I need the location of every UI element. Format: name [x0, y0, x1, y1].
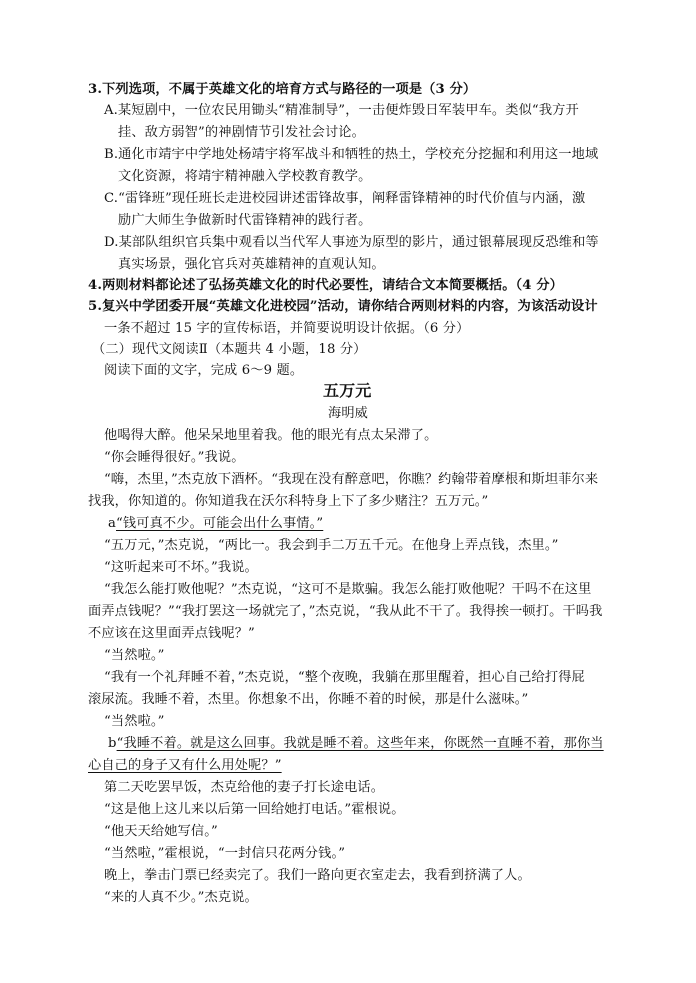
story-paragraph: 他喝得大醉。他呆呆地里着我。他的眼光有点太呆滞了。: [104, 428, 438, 443]
story-paragraph: “当然啦。”: [104, 714, 165, 729]
underlined-text-b-line2: 心自己的身子又有什么用处呢？”: [88, 758, 282, 773]
question-3-option-a-line1: A.某短剧中，一位农民用锄头“精准制导”，一击便炸毁日军装甲车。类似“我方开: [104, 103, 579, 118]
question-3-option-d-line2: 真实场景，强化官兵对英雄精神的直观认知。: [118, 257, 385, 272]
question-3-option-d-line1: D.某部队组织官兵集中观看以当代军人事迹为原型的影片，通过银幕展现反恐维和等: [104, 235, 599, 250]
story-paragraph: “嗨，杰里，”杰克放下酒杯。“我现在没有醉意吧，你瞧？约翰带着摩根和斯坦菲尔来: [104, 472, 599, 487]
story-paragraph: “我怎么能打败他呢？”杰克说，“这可不是欺骗。我怎么能打败他呢？干吗不在这里: [104, 582, 592, 597]
question-3-option-c-line2: 励广大师生争做新时代雷锋精神的践行者。: [118, 213, 372, 228]
paragraph-marker-a: a: [108, 516, 117, 531]
question-5-line1: 5.复兴中学团委开展“英雄文化进校园”活动，请你结合两则材料的内容，为该活动设计: [88, 299, 598, 314]
underlined-text-a: “钱可真不少。可能会出什么事情。”: [116, 516, 324, 531]
story-paragraph: “这是他上这儿来以后第一回给她打电话。”霍根说。: [104, 802, 405, 817]
story-paragraph: 晚上，拳击门票已经卖完了。我们一路向更衣室走去，我看到挤满了人。: [104, 868, 531, 883]
underlined-text-b-line1: “我睡不着。就是这么回事。我就是睡不着。这些年来，你既然一直睡不着，那你当: [116, 736, 604, 751]
question-3-option-b-line2: 文化资源，将靖宇精神融入学校教育教学。: [118, 169, 372, 184]
story-title: 五万元: [323, 381, 372, 400]
paragraph-marker-b: b: [108, 736, 117, 751]
story-author: 海明威: [328, 406, 369, 421]
story-paragraph: “你会睡得很好。”我说。: [104, 450, 245, 465]
story-paragraph: 滚尿流。我睡不着，杰里。你想象不出，你睡不着的时候，那是什么滋味。”: [88, 692, 529, 707]
question-3-option-a-line2: 挂、敌方弱智”的神剧情节引发社会讨论。: [118, 125, 365, 140]
story-paragraph: “我有一个礼拜睡不着，”杰克说，“整个夜晚，我躺在那里醒着，担心自己给打得屁: [104, 670, 585, 685]
question-4: 4.两则材料都论述了弘扬英雄文化的时代必要性，请结合文本简要概括。（4 分）: [88, 278, 564, 293]
story-marked-paragraph-b: [108, 735, 604, 753]
story-paragraph: “当然啦。”: [104, 648, 165, 663]
story-paragraph: 第二天吃罢早饭，杰克给他的妻子打长途电话。: [104, 780, 385, 795]
reading2-header: （二）现代文阅读Ⅱ（本题共 4 小题，18 分）: [92, 342, 367, 357]
reading2-instruction: 阅读下面的文字，完成 6～9 题。: [104, 363, 304, 378]
story-paragraph: 面弄点钱呢？”“我打罢这一场就完了，”杰克说，“我从此不干了。我得挨一顿打。干吗我: [88, 604, 603, 619]
story-paragraph: “当然啦，”霍根说，“一封信只花两分钱。”: [104, 846, 346, 861]
question-3-stem: 3.下列选项，不属于英雄文化的培育方式与路径的一项是（3 分）: [88, 82, 477, 97]
question-3-option-b-line1: B.通化市靖宇中学地处杨靖宇将军战斗和牺牲的热土，学校充分挖掘和利用这一地域: [104, 147, 599, 162]
story-paragraph: 找我，你知道的。你知道我在沃尔科特身上下了多少赌注？五万元。”: [88, 494, 489, 509]
story-paragraph: “五万元，”杰克说，“两比一。我会到手二万五千元。在他身上弄点钱，杰里。”: [104, 538, 559, 553]
story-paragraph: “这听起来可不坏。”我说。: [104, 560, 258, 575]
story-paragraph: “他天天给她写信。”: [104, 824, 218, 839]
story-paragraph: 不应该在这里面弄点钱呢？”: [88, 626, 255, 641]
story-marked-paragraph-b-cont: [88, 757, 282, 775]
question-5-line2: 一条不超过 15 字的宣传标语，并简要说明设计依据。（6 分）: [104, 321, 470, 336]
story-paragraph: “来的人真不少。”杰克说。: [104, 890, 258, 905]
question-3-option-c-line1: C.“雷锋班”现任班长走进校园讲述雷锋故事，阐释雷锋精神的时代价值与内涵，激: [104, 191, 586, 206]
story-marked-paragraph-a: [108, 515, 323, 533]
